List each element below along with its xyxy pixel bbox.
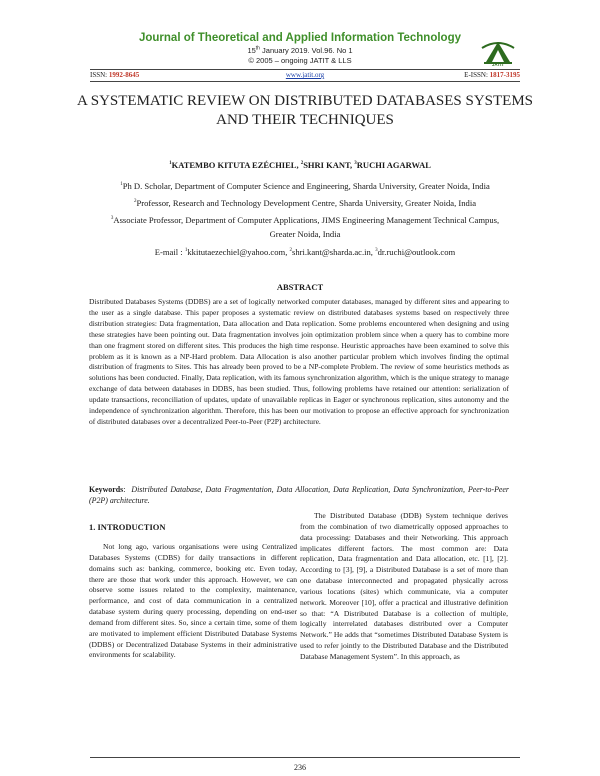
affiliation-3: $^3$Associate Professor, Department of Computer Applications, JIMS Engineering Management Technical Campus, Greater Noida, India	[110, 215, 500, 239]
issn-row	[90, 71, 520, 81]
email-2[interactable]: shri.kant@sharda.ac.in,	[292, 247, 376, 257]
logo-text: JATIT	[491, 62, 505, 67]
paper-title: A SYSTEMATIC REVIEW ON DISTRIBUTED DATABASES SYSTEMS AND THEIR TECHNIQUES	[76, 93, 534, 128]
affiliation-1: $^1$Ph D. Scholar, Department of Computer Science and Engineering, Sharda University, Greater Noida, India	[120, 181, 490, 191]
email-line: E-mail : $^1$kkitutaezechiel@yahoo.com, $^2$shri.kant@sharda.ac.in, $^3$dr.ruchi@outlook.com	[154, 247, 456, 257]
abstract-text: Distributed Databases Systems (DDBS) are a set of logically networked computer databases, managed by different sites and appearing to the user as a single database. This paper proposes a systematic review on distributed databases systems based on respectively three distribution strategies: Data fragmentation, Data allocation and Data replication. Some problems encountered when designing and using these strategies have been pointing out. Data fragmentation involves join optimization problem since when a query has to combine more than one fragment stored on different sites. This produces the high time response. Heuristic approaches have been examined to solve this problem as it is known as a NP-Hard problem. Data Allocation is also another particular problem which involves finding the optimal distribution of fragments to Sites. This has already been proved to be a NP-complete Problem. The review of some heuristics methods as solutions has been conducted. Finally, Data replication, with its famous synchronization algorithm, which is the unique strategy to manage exchange of data between databases in DDBS, has been studied. Thus, following problems have retained our attention: serialization of update transactions, reconciliation of updates, update of unavailable replicas in Eager or synchronous replication, sites autonomy and the independence of synchronization algorithm. Therefore, this has been our motivation to propose an effective approach for synchronization of distributed databases over a decentralized Peer-to-Peer (P2P) architecture.	[89, 297, 509, 426]
email-1[interactable]: kkitutaezechiel@yahoo.com,	[187, 247, 290, 257]
author-list: $^1$KATEMBO KITUTA EZÉCHIEL, $^2$SHRI KANT, $^3$RUCHI AGARWAL	[169, 160, 431, 170]
abstract-heading: ABSTRACT	[276, 282, 324, 292]
issue-info: 15th January 2019. Vol.96. No 1	[247, 45, 353, 55]
introduction-heading: 1. INTRODUCTION	[89, 522, 166, 532]
header-rule-bottom	[90, 81, 520, 82]
issn: ISSN: 1992-8645	[90, 71, 140, 79]
email-3[interactable]: dr.ruchi@outlook.com	[377, 247, 456, 257]
author-name: RUCHI AGARWAL	[356, 160, 431, 170]
author-name: SHRI KANT,	[303, 160, 355, 170]
page-number: 236	[294, 763, 306, 772]
journal-title: Journal of Theoretical and Applied Information Technology	[138, 32, 462, 44]
journal-url-link[interactable]: www.jatit.org	[285, 71, 325, 79]
author-name: KATEMBO KITUTA EZÉCHIEL,	[171, 160, 301, 170]
affiliation-2: $^2$Professor, Research and Technology Development Centre, Sharda University, Greater Noida, India	[133, 198, 477, 208]
header-rule-top	[90, 69, 520, 70]
keywords: Keywords: Distributed Database, Data Fragmentation, Data Allocation, Data Replication, Data Synchronization, Peer-to-Peer (P2P) architecture.	[89, 485, 509, 505]
intro-left-column: Not long ago, various organisations were using Centralized Databases Systems (CDBS) for daily transactions in different domains such as: banking, commerce, booking etc. Even today, there are those that work under this approach. However, we can observe some issues related to the complexity, maintenance, performance, and cost of data communication in a centralized database system during query processing, depending on end-user demand from different sites. So, since a certain time, some of them are motivated to implement efficient Distributed Database Systems (DDBS) or Decentralized Database Systems in their administrative environments for scalability.	[89, 542, 297, 660]
copyright-line: © 2005 – ongoing JATIT & LLS	[248, 56, 352, 65]
intro-right-column: The Distributed Database (DDB) System technique derives from the combination of two diametrically opposed approaches to data processing: Databases and their Networking. This approach implicates different factors. The most common are: Data replication, Data fragmentation and Data allocation, etc. [1], [2]. According to [3], [9], a Distributed Database is a set of more than one database interconnected and propagated physically across various locations (sites) which communicate, via a computer network. Moreover [10], offer a practical and illustrative definition so that: “A Distributed Database is a collection of multiple, logically interrelated databases distributed over a Computer Network.” He adds that “sometimes Distributed Database System is used to refer jointly to the Distributed Database and the Distributed Database Management System”. In this approach, as	[300, 511, 508, 661]
footer-rule	[90, 757, 520, 758]
eissn: E-ISSN: 1817-3195	[464, 71, 520, 79]
